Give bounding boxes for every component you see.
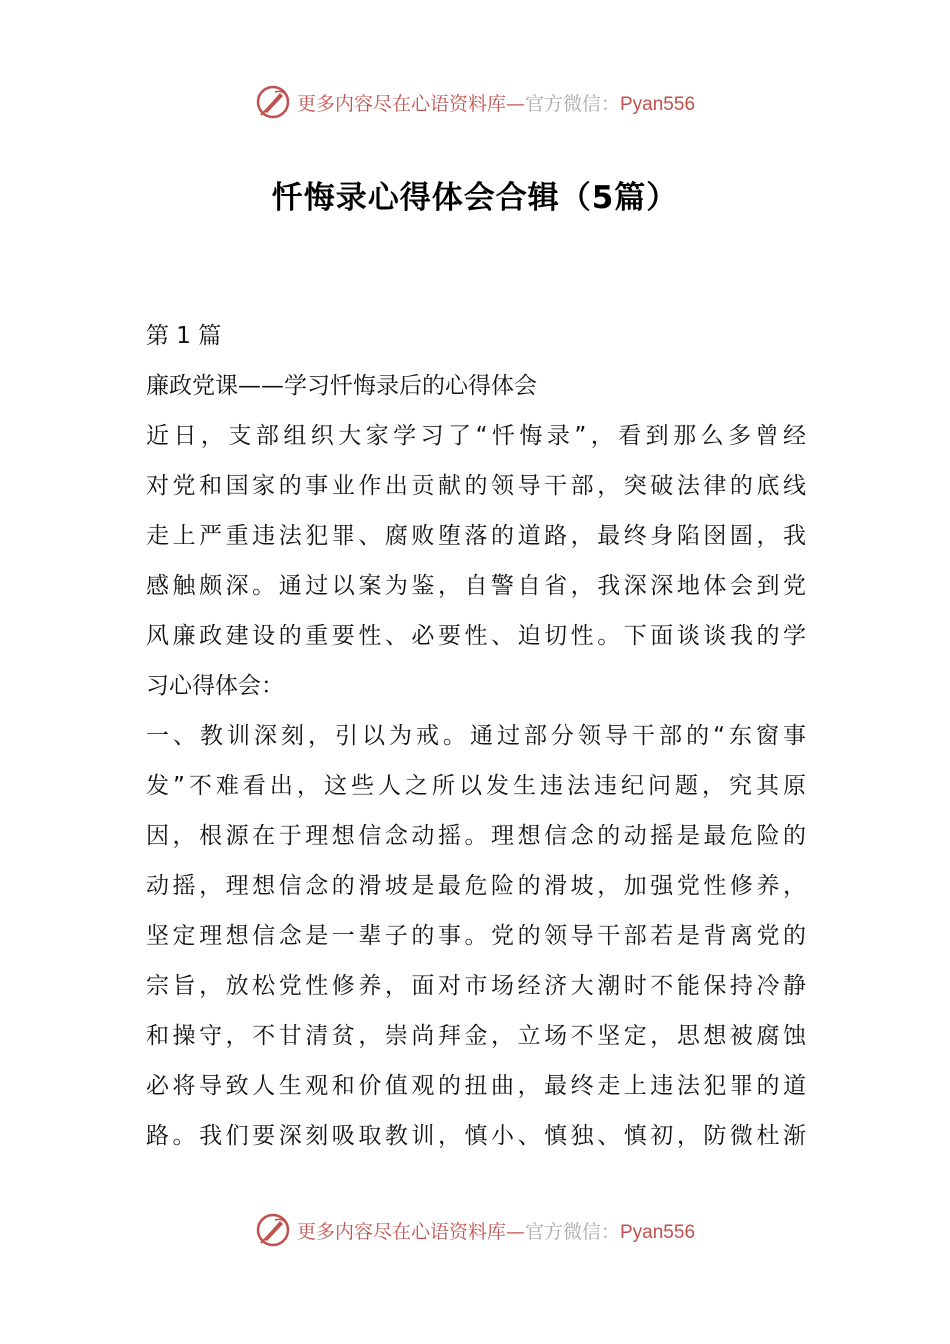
body-line: 习心得体会：	[146, 673, 284, 699]
section-label: 第 1 篇	[146, 323, 222, 349]
banner-wechat-id: Pyan556	[620, 93, 696, 115]
body-line: 动摇，理想信念的滑坡是最危险的滑坡，加强党性修养，	[146, 873, 806, 899]
document-body	[146, 311, 806, 1161]
banner-text	[297, 89, 695, 116]
body-line: 因，根源在于理想信念动摇。理想信念的动摇是最危险的	[146, 823, 806, 849]
body-line: 路。我们要深刻吸取教训，慎小、慎独、慎初，防微杜渐	[146, 1123, 806, 1149]
body-line: 近日，支部组织大家学习了“忏悔录”，看到那么多曾经	[146, 423, 806, 449]
body-line: 对党和国家的事业作出贡献的领导干部，突破法律的底线	[146, 473, 806, 499]
body-line: 必将导致人生观和价值观的扭曲，最终走上违法犯罪的道	[146, 1073, 806, 1099]
banner-main: 更多内容尽在心语资料库—	[296, 1220, 525, 1243]
body-line: 发”不难看出，这些人之所以发生违法违纪问题，究其原	[146, 773, 806, 799]
body-line: 和操守，不甘清贫，崇尚拜金，立场不坚定，思想被腐蚀	[146, 1023, 806, 1049]
body-line: 一、教训深刻，引以为戒。通过部分领导干部的“东窗事	[146, 723, 806, 749]
quill-logo-icon	[255, 1212, 291, 1248]
banner-label: 官方微信：	[524, 92, 620, 115]
header-banner	[0, 82, 950, 122]
banner-text	[297, 1217, 695, 1244]
quill-logo-icon	[255, 84, 291, 120]
banner-wechat-id: Pyan556	[620, 1221, 696, 1243]
body-line: 风廉政建设的重要性、必要性、迫切性。下面谈谈我的学	[146, 623, 806, 649]
footer-banner	[0, 1210, 950, 1250]
document-title: 忏悔录心得体会合辑（5篇）	[271, 180, 679, 216]
banner-label: 官方微信：	[524, 1220, 620, 1243]
body-line: 宗旨，放松党性修养，面对市场经济大潮时不能保持冷静	[146, 973, 806, 999]
body-line: 感触颇深。通过以案为鉴，自警自省，我深深地体会到党	[146, 573, 806, 599]
banner-main: 更多内容尽在心语资料库—	[296, 92, 525, 115]
body-line: 坚定理想信念是一辈子的事。党的领导干部若是背离党的	[146, 923, 806, 949]
body-line: 走上严重违法犯罪、腐败堕落的道路，最终身陷囹圄，我	[146, 523, 806, 549]
article-title: 廉政党课——学习忏悔录后的心得体会	[146, 373, 537, 399]
